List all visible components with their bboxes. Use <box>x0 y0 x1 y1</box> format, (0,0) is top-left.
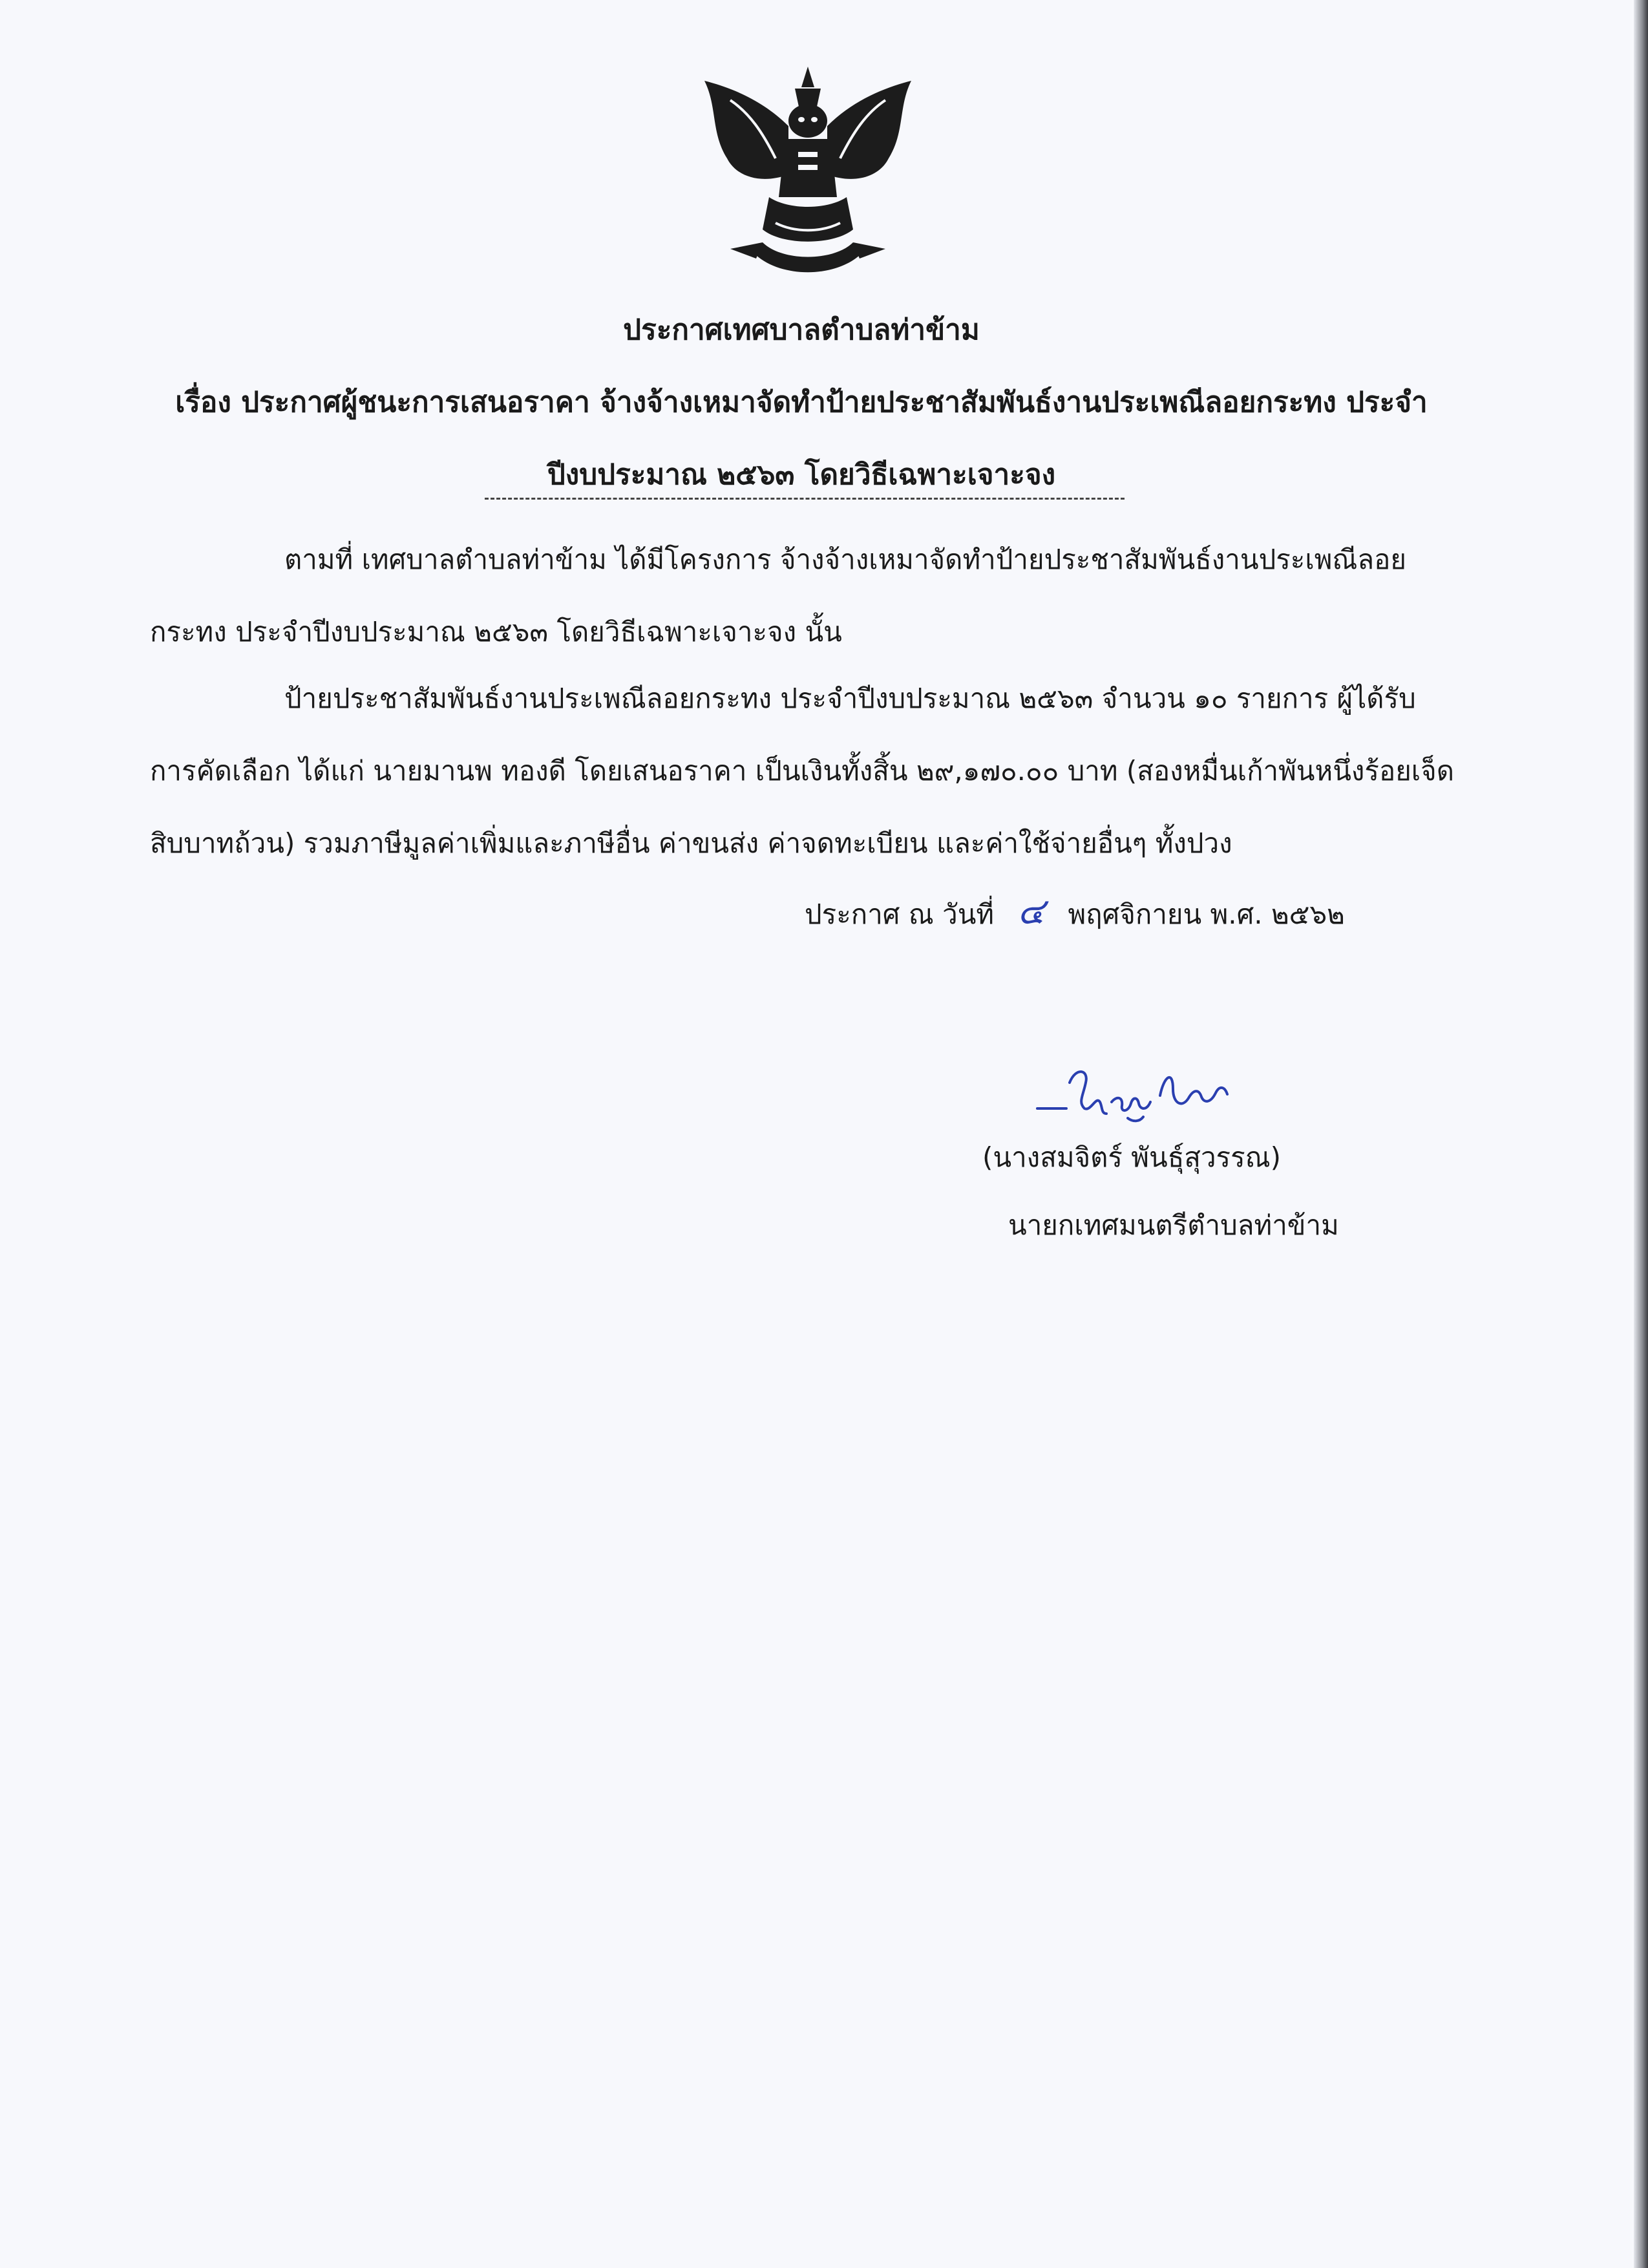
paragraph-1 <box>150 524 1449 668</box>
paragraph-2 <box>150 662 1455 880</box>
paragraph-1-line-2: กระทง ประจำปีงบประมาณ ๒๕๖๓ โดยวิธีเฉพาะเจาะจง นั้น <box>150 616 842 648</box>
signer-position: นายกเทศมนตรีตำบลท่าข้าม <box>1008 1209 1339 1241</box>
paragraph-2-line-2: การคัดเลือก ได้แก่ นายมานพ ทองดี โดยเสนอราคา เป็นเงินทั้งสิ้น ๒๙,๑๗๐.๐๐ บาท (สองหมื่นเก้าพันหนึ่งร้อยเจ็ด <box>150 755 1455 787</box>
paragraph-1-line-1: ตามที่ เทศบาลตำบลท่าข้าม ได้มีโครงการ จ้างจ้างเหมาจัดทำป้ายประชาสัมพันธ์งานประเพณีลอย <box>284 544 1406 575</box>
paragraph-2-line-3: สิบบาทถ้วน) รวมภาษีมูลค่าเพิ่มและภาษีอื่น ค่าขนส่ง ค่าจดทะเบียน และค่าใช้จ่ายอื่นๆ ทั้งปวง <box>150 827 1232 859</box>
subject-line-2: ปีงบประมาณ ๒๕๖๓ โดยวิธีเฉพาะเจาะจง <box>547 458 1056 491</box>
issuer-heading: ประกาศเทศบาลตำบลท่าข้าม <box>623 313 980 346</box>
date-suffix: พฤศจิกายน พ.ศ. ๒๕๖๒ <box>1068 898 1345 930</box>
divider <box>485 498 1125 500</box>
paragraph-2-line-1: ป้ายประชาสัมพันธ์งานประเพณีลอยกระทง ประจำปีงบประมาณ ๒๕๖๓ จำนวน ๑๐ รายการ ผู้ได้รับ <box>284 683 1416 714</box>
garuda-emblem-icon <box>692 61 924 284</box>
handwritten-day: ๔ <box>1017 891 1045 933</box>
date-prefix: ประกาศ ณ วันที่ <box>805 898 995 930</box>
signer-name: (นางสมจิตร์ พันธุ์สุวรรณ) <box>982 1141 1282 1173</box>
announcement-date <box>805 876 1345 951</box>
subject-line-1: เรื่อง ประกาศผู้ชนะการเสนอราคา จ้างจ้างเหมาจัดทำป้ายประชาสัมพันธ์งานประเพณีลอยกระทง ประจำ <box>175 386 1428 419</box>
announcement-title <box>129 294 1474 511</box>
scan-edge <box>1634 0 1648 2268</box>
